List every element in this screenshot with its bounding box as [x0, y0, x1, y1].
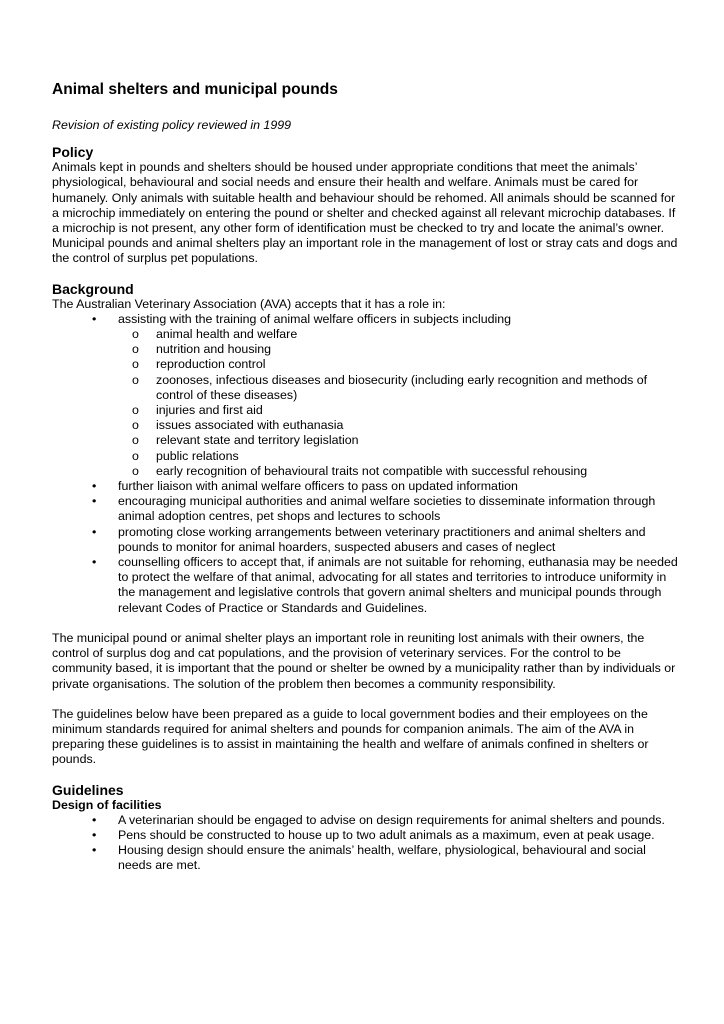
guidelines-heading: Guidelines — [52, 781, 124, 798]
list-item — [52, 479, 682, 494]
bullet-marker: • — [92, 524, 97, 539]
bullet-marker: • — [92, 494, 97, 509]
sub-marker: o — [132, 372, 139, 387]
sub-list-item — [118, 433, 682, 448]
policy-text: Animals kept in pounds and shelters should be housed under appropriate conditions that meet the animals’ physiological, behavioural and social needs and ensure their health and welfare. Animals must be cared for humanely. Only animals with suitable health and behaviour should be rehomed. All animals should be scanned for a microchip immediately on entering the pound or shelter and checked against all relevant microchip databases. If a microchip is not present, any other form of identification must be checked to try and locate the animal’s owner. Municipal pounds and animal shelters play an important role in the management of lost or stray cats and dogs and the control of surplus pet populations. — [52, 160, 678, 266]
list-item-text: encouraging municipal authorities and animal welfare societies to disseminate information through animal adoption centres, pet shops and lectures to schools — [118, 494, 656, 524]
background-paragraph-2: The guidelines below have been prepared as a guide to local government bodies and their employees on the minimum standards required for animal shelters and pounds for companion animals. The aim of the AVA in preparing these guidelines is to assist in maintaining the health and welfare of animals confined in shelters or pounds. — [52, 706, 649, 767]
sub-list — [118, 327, 682, 479]
design-of-facilities-heading: Design of facilities — [52, 797, 162, 812]
list-item-text: assisting with the training of animal welfare officers in subjects including — [118, 311, 512, 326]
sub-list-item — [118, 449, 682, 464]
sub-marker: o — [132, 448, 139, 463]
list-item-text: counselling officers to accept that, if animals are not suitable for rehoming, euthanasia may be needed to protect the welfare of that animal, advocating for all states and territories to introduce uniformity in the management and legislative controls that govern animal shelters and municipal pounds through relevant Codes of Practice or Standards and Guidelines. — [118, 555, 678, 615]
sub-marker: o — [132, 357, 139, 372]
sub-list-item-text: public relations — [156, 448, 239, 463]
list-item — [52, 828, 682, 843]
sub-marker: o — [132, 463, 139, 478]
background-intro: The Australian Veterinary Association (AVA) accepts that it has a role in: — [52, 296, 446, 311]
guidelines-list — [52, 813, 682, 874]
sub-list-item — [118, 403, 682, 418]
background-paragraph-1: The municipal pound or animal shelter plays an important role in reuniting lost animals with their owners, the control of surplus dog and cat populations, and the provision of veterinary services. For the control to be community based, it is important that the pound or shelter be owned by a municipality rather than by individuals or private organisations. The solution of the problem then becomes a community responsibility. — [52, 630, 676, 691]
list-item-text: Housing design should ensure the animals’ health, welfare, physiological, behavioural and social needs are met. — [118, 843, 646, 873]
sub-marker: o — [132, 403, 139, 418]
list-item — [52, 312, 682, 479]
bullet-marker: • — [92, 812, 97, 827]
sub-marker: o — [132, 418, 139, 433]
list-item — [52, 525, 682, 555]
sub-list-item — [118, 418, 682, 433]
document-title: Animal shelters and municipal pounds — [52, 81, 338, 98]
sub-list-item-text: nutrition and housing — [156, 342, 272, 357]
sub-list-item-text: relevant state and territory legislation — [156, 433, 359, 448]
list-item — [52, 813, 682, 828]
sub-marker: o — [132, 433, 139, 448]
sub-list-item-text: animal health and welfare — [156, 327, 298, 342]
sub-list-item-text: issues associated with euthanasia — [156, 418, 344, 433]
document-subtitle: Revision of existing policy reviewed in 1999 — [52, 118, 291, 132]
list-item-text: A veterinarian should be engaged to advise on design requirements for animal shelters and pounds. — [118, 812, 665, 827]
bullet-marker: • — [92, 827, 97, 842]
bullet-marker: • — [92, 479, 97, 494]
background-heading: Background — [52, 280, 134, 297]
list-item — [52, 555, 682, 616]
sub-list-item-text: injuries and first aid — [156, 403, 263, 418]
list-item-text: further liaison with animal welfare officers to pass on updated information — [118, 479, 518, 494]
list-item-text: promoting close working arrangements between veterinary practitioners and animal shelters and pounds to monitor for animal hoarders, suspected abusers and cases of neglect — [118, 524, 646, 554]
list-item — [52, 494, 682, 524]
sub-list-item — [118, 464, 682, 479]
sub-list-item — [118, 357, 682, 372]
sub-list-item — [118, 373, 682, 403]
bullet-marker: • — [92, 555, 97, 570]
sub-list-item-text: early recognition of behavioural traits not compatible with successful rehousing — [156, 463, 588, 478]
bullet-marker: • — [92, 843, 97, 858]
bullet-marker: • — [92, 311, 97, 326]
document-page — [52, 80, 682, 874]
policy-heading: Policy — [52, 144, 94, 161]
sub-list-item-text: reproduction control — [156, 357, 266, 372]
background-list — [52, 312, 682, 616]
sub-marker: o — [132, 327, 139, 342]
sub-list-item — [118, 342, 682, 357]
list-item-text: Pens should be constructed to house up to two adult animals as a maximum, even at peak usage. — [118, 827, 655, 842]
sub-list-item — [118, 327, 682, 342]
sub-marker: o — [132, 342, 139, 357]
sub-list-item-text: zoonoses, infectious diseases and biosecurity (including early recognition and methods of control of these diseases) — [156, 372, 648, 402]
list-item — [52, 843, 682, 873]
